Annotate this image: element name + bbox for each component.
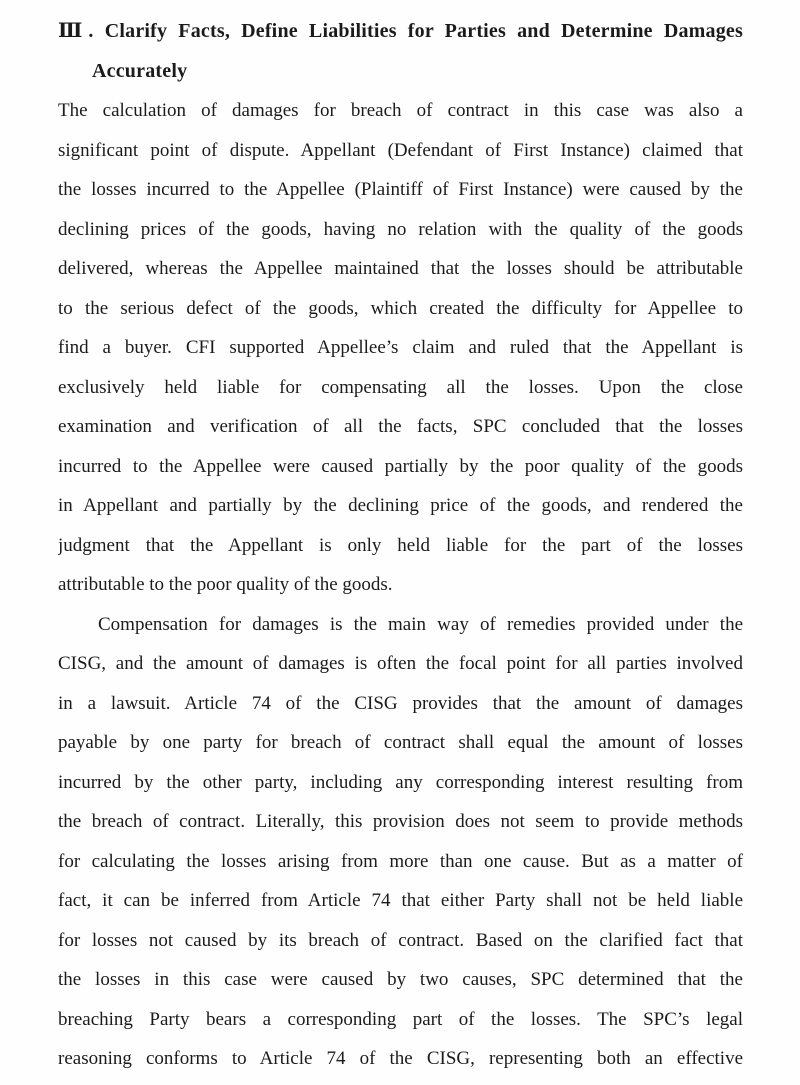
paragraph-2	[58, 605, 743, 1079]
text-line: in a lawsuit. Article 74 of the CISG provides that the amount of damages	[58, 692, 743, 714]
text-line: Compensation for damages is the main way of remedies provided under the	[98, 613, 743, 635]
text-line: judgment that the Appellant is only held liable for the part of the losses	[58, 534, 743, 556]
text-line: significant point of dispute. Appellant (Defendant of First Instance) claimed that	[58, 139, 743, 161]
text-line: breaching Party bears a corresponding part of the losses. The SPC’s legal	[58, 1008, 743, 1030]
text-line: payable by one party for breach of contract shall equal the amount of losses	[58, 732, 743, 753]
text-line: in Appellant and partially by the declining price of the goods, and rendered the	[58, 495, 743, 516]
section-heading-line-1: Ⅲ. Clarify Facts, Define Liabilities for Parties and Determine Damages	[58, 20, 743, 42]
text-line: reasoning conforms to Article 74 of the CISG, representing both an effective	[58, 1048, 743, 1069]
text-line: to the serious defect of the goods, which created the difficulty for Appellee to	[58, 297, 743, 319]
text-line: for losses not caused by its breach of contract. Based on the clarified fact that	[58, 929, 743, 951]
text-line: for calculating the losses arising from more than one cause. But as a matter of	[58, 850, 743, 872]
text-line: the losses incurred to the Appellee (Plaintiff of First Instance) were caused by the	[58, 179, 743, 200]
text-line: incurred to the Appellee were caused partially by the poor quality of the goods	[58, 455, 743, 477]
text-line: delivered, whereas the Appellee maintained that the losses should be attributable	[58, 258, 743, 279]
section-heading-line-2: Accurately	[92, 59, 188, 82]
text-line: attributable to the poor quality of the goods.	[58, 574, 393, 595]
text-line: CISG, and the amount of damages is often the focal point for all parties involved	[58, 653, 743, 674]
text-line: fact, it can be inferred from Article 74 that either Party shall not be held liable	[58, 890, 743, 911]
text-line: exclusively held liable for compensating all the losses. Upon the close	[58, 376, 743, 398]
paragraph-1	[58, 91, 743, 605]
text-line: incurred by the other party, including any corresponding interest resulting from	[58, 771, 743, 793]
text-line: the losses in this case were caused by two causes, SPC determined that the	[58, 969, 743, 990]
section-heading	[58, 12, 743, 91]
text-line: the breach of contract. Literally, this provision does not seem to provide methods	[58, 811, 743, 832]
text-line: find a buyer. CFI supported Appellee’s claim and ruled that the Appellant is	[58, 337, 743, 358]
text-line: examination and verification of all the facts, SPC concluded that the losses	[58, 416, 743, 437]
text-line: The calculation of damages for breach of contract in this case was also a	[58, 100, 743, 121]
text-line: declining prices of the goods, having no relation with the quality of the goods	[58, 218, 743, 240]
